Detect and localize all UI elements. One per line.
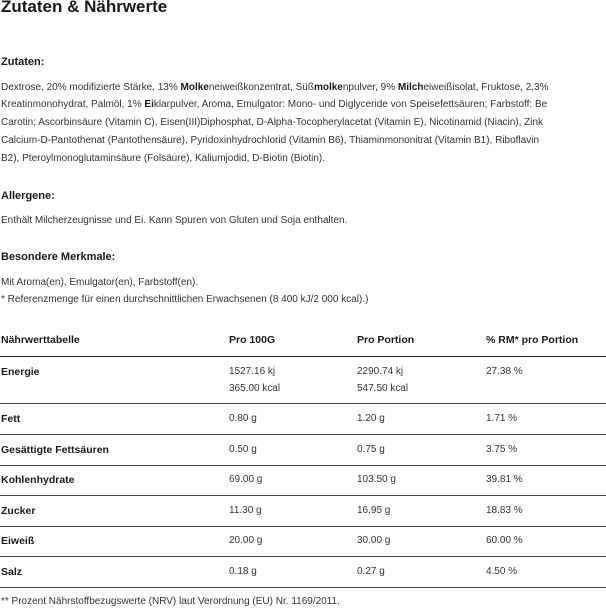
ingredients-text: Dextrose, 20% modifizierte Stärke, 13% xyxy=(1,82,181,93)
ingredients-line-1 xyxy=(1,81,549,94)
table-divider xyxy=(0,434,606,435)
nutrition-rm-value: 60.00 % xyxy=(486,535,523,546)
nutrition-per100-value: 1527.16 kj xyxy=(229,366,276,377)
nutrition-portion-value: 2290.74 kj xyxy=(357,366,404,377)
allergens-text: Enthält Milcherzeugnisse und Ei. Kann Spuren von Gluten und Soja enthalten. xyxy=(1,215,348,226)
nutrition-header-name: Nährwerttabelle xyxy=(1,334,80,346)
features-line-1: Mit Aroma(en), Emulgator(en), Farbstoff(en). xyxy=(1,277,199,288)
table-divider xyxy=(0,587,606,588)
nutrition-portion-value: 0.27 g xyxy=(357,566,385,577)
nutrition-per100-value: 0.50 g xyxy=(229,444,257,455)
features-heading: Besondere Merkmale: xyxy=(1,251,116,263)
nutrition-portion-value: 1.20 g xyxy=(357,413,385,424)
allergen-highlight: Molke xyxy=(180,82,209,93)
allergen-highlight: molke xyxy=(313,82,343,93)
table-divider xyxy=(0,526,606,527)
table-divider xyxy=(0,356,606,357)
features-line-2: * Referenzmenge für einen durchschnittlichen Erwachsenen (8 400 kJ/2 000 kcal).) xyxy=(1,294,369,305)
ingredients-line-4: Calcium-D-Pantothenat (Pantothensäure), Pyridoxinhydrochlorid (Vitamin B6), Thiaminmononitrat (Vitamin B1), Riboflavin xyxy=(1,135,540,146)
nutrition-row-label: Gesättigte Fettsäuren xyxy=(1,444,109,456)
nutrition-rm-value: 1.71 % xyxy=(486,413,518,424)
nutrition-portion-value: 16.95 g xyxy=(357,505,391,516)
page-title: Zutaten & Nährwerte xyxy=(1,0,168,16)
table-divider xyxy=(0,403,606,404)
nutrition-portion-value: 30.00 g xyxy=(357,535,391,546)
nutrition-rm-value: 4.50 % xyxy=(486,566,518,577)
nutrition-portion-value-kcal: 547.50 kcal xyxy=(357,383,409,394)
ingredients-heading: Zutaten: xyxy=(1,56,45,68)
ingredients-text: eiweißisolat, Fruktose, 2,3% xyxy=(423,82,549,93)
nutrition-per100-value: 0.18 g xyxy=(229,566,257,577)
nutrition-row-label: Salz xyxy=(1,566,23,578)
ingredients-text: Kreatinmonohydrat, Palmöl, 1% xyxy=(1,99,145,110)
ingredients-line-5: B2), Pteroylmonoglutaminsäure (Folsäure), Kaliumjodid, D-Biotin (Biotin). xyxy=(1,153,326,164)
allergen-highlight: Milch xyxy=(397,82,424,93)
ingredients-text: neiweißkonzentrat, Süß xyxy=(208,82,314,93)
nutrition-per100-value: 20.00 g xyxy=(229,535,263,546)
nutrition-rm-value: 27.38 % xyxy=(486,366,523,377)
ingredients-line-2 xyxy=(1,98,547,111)
nrv-footnote: ** Prozent Nährstoffbezugswerte (NRV) laut Verordnung (EU) Nr. 1169/2011. xyxy=(1,596,340,607)
nutrition-header-rm: % RM* pro Portion xyxy=(486,334,579,346)
nutrition-row-label: Eiweiß xyxy=(1,535,35,547)
nutrition-header-per-portion: Pro Portion xyxy=(357,334,415,346)
ingredients-text: npulver, 9% xyxy=(342,82,398,93)
nutrition-portion-value: 0.75 g xyxy=(357,444,385,455)
nutrition-rm-value: 18.83 % xyxy=(486,505,523,516)
table-divider xyxy=(0,465,606,466)
nutrition-portion-value: 103.50 g xyxy=(357,474,396,485)
nutrition-row-label: Fett xyxy=(1,413,21,425)
allergen-highlight: Ei xyxy=(144,99,154,110)
nutrition-per100-value-kcal: 365.00 kcal xyxy=(229,383,281,394)
ingredients-text: klarpulver, Aroma, Emulgator: Mono- und Diglyceride von Speisefettsäuren; Farbstoff: Be xyxy=(153,99,548,110)
ingredients-line-3: Carotin; Ascorbinsäure (Vitamin C), Eisen(III)Diphosphat, D-Alpha-Tocopherylacetat (Vitamin E), Nicotinamid (Niacin), Zink xyxy=(1,117,544,128)
table-divider xyxy=(0,495,606,496)
nutrition-per100-value: 69.00 g xyxy=(229,474,263,485)
nutrition-row-label: Energie xyxy=(1,366,40,378)
nutrition-per100-value: 0.80 g xyxy=(229,413,257,424)
nutrition-row-label: Kohlenhydrate xyxy=(1,474,75,486)
allergens-heading: Allergene: xyxy=(1,190,55,202)
nutrition-per100-value: 11.30 g xyxy=(229,505,262,516)
nutrition-row-label: Zucker xyxy=(1,505,36,517)
nutrition-rm-value: 3.75 % xyxy=(486,444,518,455)
nutrition-rm-value: 39.81 % xyxy=(486,474,523,485)
nutrition-header-per100: Pro 100G xyxy=(229,334,276,346)
table-divider xyxy=(0,556,606,557)
